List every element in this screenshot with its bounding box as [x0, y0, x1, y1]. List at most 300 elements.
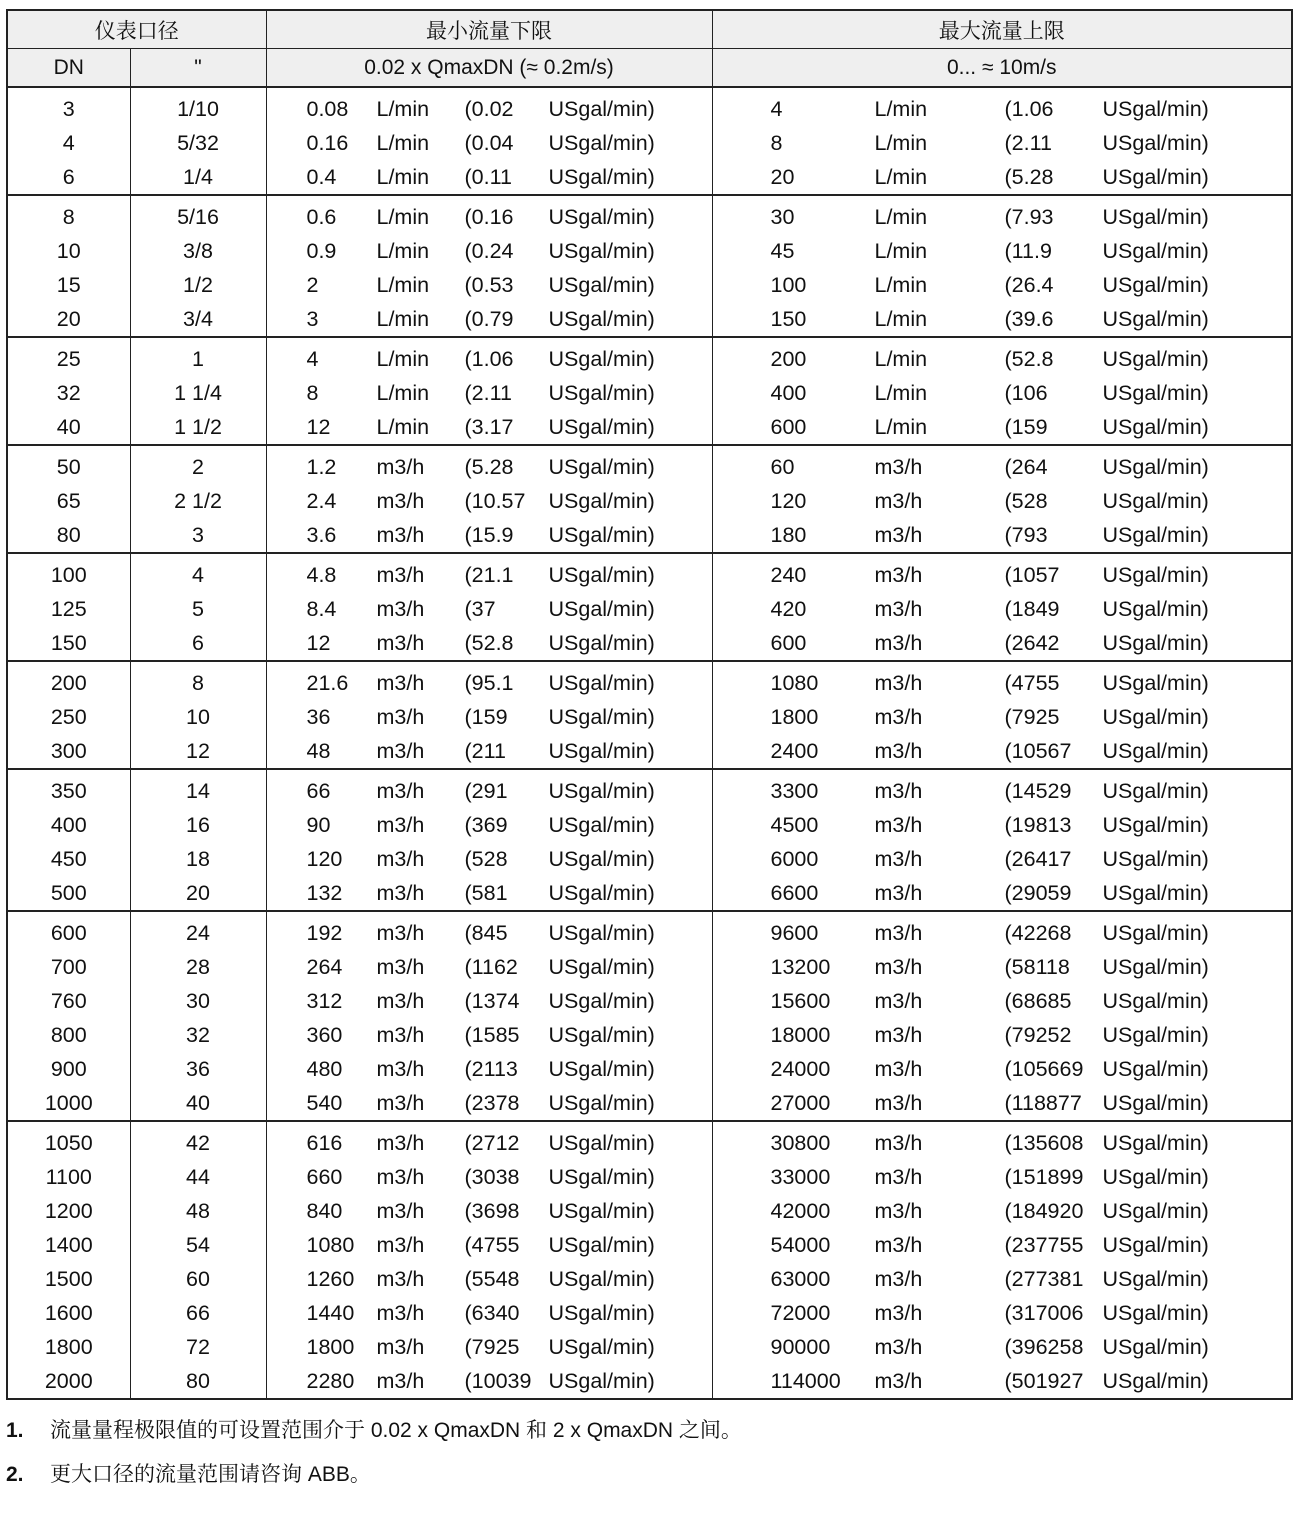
dn-value: 15 — [56, 273, 81, 297]
max-flow-value: 120 — [770, 489, 807, 513]
min-flow-unit: m3/h — [376, 739, 425, 763]
dn-value: 400 — [50, 813, 87, 837]
inch-cell — [130, 445, 266, 553]
inch-value: 16 — [186, 813, 210, 837]
max-flow-usgal-unit: USgal/min) — [1102, 955, 1209, 979]
max-flow-usgal-value: (793 — [1004, 523, 1048, 547]
max-flow-usgal-unit: USgal/min) — [1102, 739, 1209, 763]
inch-value: 44 — [186, 1165, 210, 1189]
min-flow-usgal-value: (3.17 — [464, 415, 514, 439]
min-flow-line — [267, 592, 712, 626]
max-flow-line — [713, 92, 1292, 126]
inch-value: 72 — [186, 1335, 210, 1359]
min-flow-value: 90 — [306, 813, 331, 837]
min-flow-unit: m3/h — [376, 631, 425, 655]
min-flow-usgal-unit: USgal/min) — [548, 1023, 655, 1047]
max-flow-value: 400 — [770, 381, 807, 405]
dn-value: 800 — [50, 1023, 87, 1047]
min-flow-line — [267, 774, 712, 808]
min-flow-usgal-value: (291 — [464, 779, 508, 803]
dn-value: 300 — [50, 739, 87, 763]
max-flow-usgal-value: (68685 — [1004, 989, 1072, 1013]
table-row — [7, 337, 1292, 445]
max-flow-usgal-value: (105669 — [1004, 1057, 1084, 1081]
min-flow-usgal-value: (15.9 — [464, 523, 514, 547]
max-flow-value: 24000 — [770, 1057, 831, 1081]
max-flow-usgal-value: (26.4 — [1004, 273, 1054, 297]
max-flow-unit: m3/h — [874, 631, 923, 655]
max-flow-line — [713, 558, 1292, 592]
max-flow-value: 180 — [770, 523, 807, 547]
min-flow-usgal-value: (5548 — [464, 1267, 520, 1291]
max-flow-usgal-value: (159 — [1004, 415, 1048, 439]
min-flow-unit: L/min — [376, 205, 430, 229]
min-flow-usgal-value: (2378 — [464, 1091, 520, 1115]
max-flow-line — [713, 450, 1292, 484]
max-flow-line — [713, 700, 1292, 734]
max-flow-usgal-unit: USgal/min) — [1102, 1233, 1209, 1257]
min-flow-unit: L/min — [376, 381, 430, 405]
min-flow-usgal-unit: USgal/min) — [548, 415, 655, 439]
max-flow-unit: L/min — [874, 273, 928, 297]
dn-value: 350 — [50, 779, 87, 803]
dn-value: 1800 — [44, 1335, 93, 1359]
max-flow-line — [713, 916, 1292, 950]
dn-cell — [7, 661, 130, 769]
max-flow-unit: m3/h — [874, 1091, 923, 1115]
inch-value: 30 — [186, 989, 210, 1013]
min-flow-line — [267, 984, 712, 1018]
min-flow-line — [267, 1364, 712, 1398]
min-flow-value: 4.8 — [306, 563, 337, 587]
min-flow-unit: m3/h — [376, 1369, 425, 1393]
min-flow-usgal-value: (10039 — [464, 1369, 532, 1393]
min-flow-value: 264 — [306, 955, 343, 979]
min-flow-cell — [266, 445, 712, 553]
inch-value: 24 — [186, 921, 210, 945]
inch-value: 48 — [186, 1199, 210, 1223]
header-max-flow: 最大流量上限 — [712, 10, 1292, 49]
min-flow-line — [267, 92, 712, 126]
inch-value: 8 — [192, 671, 204, 695]
max-flow-usgal-value: (14529 — [1004, 779, 1072, 803]
inch-value: 1/2 — [183, 273, 213, 297]
min-flow-cell — [266, 87, 712, 195]
min-flow-usgal-unit: USgal/min) — [548, 1165, 655, 1189]
max-flow-value: 30 — [770, 205, 795, 229]
max-flow-unit: m3/h — [874, 523, 923, 547]
min-flow-unit: m3/h — [376, 1091, 425, 1115]
max-flow-unit: m3/h — [874, 1369, 923, 1393]
inch-value: 4 — [192, 563, 204, 587]
max-flow-value: 1080 — [770, 671, 819, 695]
table-row — [7, 195, 1292, 337]
max-flow-usgal-value: (396258 — [1004, 1335, 1084, 1359]
max-flow-line — [713, 1228, 1292, 1262]
max-flow-line — [713, 950, 1292, 984]
min-flow-line — [267, 626, 712, 660]
min-flow-value: 2280 — [306, 1369, 355, 1393]
max-flow-unit: L/min — [874, 165, 928, 189]
dn-value: 32 — [56, 381, 81, 405]
max-flow-usgal-value: (52.8 — [1004, 347, 1054, 371]
min-flow-usgal-unit: USgal/min) — [548, 489, 655, 513]
max-flow-usgal-unit: USgal/min) — [1102, 1267, 1209, 1291]
table-row — [7, 87, 1292, 195]
min-flow-line — [267, 160, 712, 194]
dn-value: 3 — [62, 97, 75, 121]
min-flow-value: 660 — [306, 1165, 343, 1189]
min-flow-usgal-value: (2.11 — [464, 381, 512, 405]
min-flow-value: 66 — [306, 779, 331, 803]
min-flow-value: 8.4 — [306, 597, 337, 621]
dn-value: 25 — [56, 347, 81, 371]
max-flow-usgal-unit: USgal/min) — [1102, 705, 1209, 729]
min-flow-unit: m3/h — [376, 989, 425, 1013]
min-flow-line — [267, 842, 712, 876]
max-flow-unit: m3/h — [874, 847, 923, 871]
max-flow-value: 33000 — [770, 1165, 831, 1189]
max-flow-usgal-value: (5.28 — [1004, 165, 1054, 189]
min-flow-usgal-value: (95.1 — [464, 671, 514, 695]
dn-cell — [7, 769, 130, 911]
max-flow-usgal-value: (4755 — [1004, 671, 1060, 695]
min-flow-cell — [266, 1121, 712, 1399]
min-flow-value: 312 — [306, 989, 343, 1013]
min-flow-usgal-unit: USgal/min) — [548, 1091, 655, 1115]
inch-cell — [130, 195, 266, 337]
dn-cell — [7, 195, 130, 337]
min-flow-usgal-value: (1.06 — [464, 347, 514, 371]
min-flow-usgal-unit: USgal/min) — [548, 881, 655, 905]
max-flow-usgal-value: (118877 — [1004, 1091, 1082, 1115]
max-flow-cell — [712, 195, 1292, 337]
min-flow-value: 360 — [306, 1023, 343, 1047]
dn-value: 1200 — [44, 1199, 93, 1223]
max-flow-unit: m3/h — [874, 597, 923, 621]
inch-cell — [130, 87, 266, 195]
footnote-number: 1. — [6, 1419, 24, 1442]
min-flow-usgal-unit: USgal/min) — [548, 347, 655, 371]
inch-value: 5/32 — [177, 131, 219, 155]
max-flow-usgal-unit: USgal/min) — [1102, 1369, 1209, 1393]
max-flow-line — [713, 126, 1292, 160]
max-flow-usgal-unit: USgal/min) — [1102, 1165, 1209, 1189]
size-group — [7, 769, 1292, 911]
min-flow-line — [267, 916, 712, 950]
max-flow-line — [713, 1052, 1292, 1086]
size-group — [7, 661, 1292, 769]
min-flow-usgal-unit: USgal/min) — [548, 921, 655, 945]
min-flow-usgal-unit: USgal/min) — [548, 1267, 655, 1291]
inch-value: 2 1/2 — [174, 489, 222, 513]
dn-value: 900 — [50, 1057, 87, 1081]
max-flow-unit: m3/h — [874, 779, 923, 803]
inch-cell — [130, 337, 266, 445]
inch-value: 28 — [186, 955, 210, 979]
max-flow-line — [713, 1330, 1292, 1364]
dn-cell — [7, 337, 130, 445]
max-flow-unit: m3/h — [874, 1267, 923, 1291]
max-flow-usgal-unit: USgal/min) — [1102, 779, 1209, 803]
min-flow-value: 480 — [306, 1057, 343, 1081]
max-flow-line — [713, 376, 1292, 410]
min-flow-usgal-value: (10.57 — [464, 489, 526, 513]
min-flow-unit: m3/h — [376, 1199, 425, 1223]
max-flow-usgal-unit: USgal/min) — [1102, 307, 1209, 331]
max-flow-line — [713, 774, 1292, 808]
min-flow-usgal-value: (1162 — [464, 955, 518, 979]
header-meter-size: 仪表口径 — [7, 10, 266, 49]
max-flow-cell — [712, 445, 1292, 553]
max-flow-line — [713, 342, 1292, 376]
max-flow-usgal-unit: USgal/min) — [1102, 455, 1209, 479]
inch-value: 54 — [186, 1233, 210, 1257]
header-min-flow: 最小流量下限 — [266, 10, 712, 49]
max-flow-unit: L/min — [874, 381, 928, 405]
max-flow-unit: L/min — [874, 205, 928, 229]
min-flow-usgal-unit: USgal/min) — [548, 273, 655, 297]
min-flow-usgal-value: (1374 — [464, 989, 520, 1013]
min-flow-usgal-value: (0.53 — [464, 273, 514, 297]
dn-value: 1000 — [44, 1091, 93, 1115]
max-flow-line — [713, 302, 1292, 336]
max-flow-unit: m3/h — [874, 881, 923, 905]
max-flow-line — [713, 666, 1292, 700]
max-flow-usgal-value: (2.11 — [1004, 131, 1052, 155]
inch-cell — [130, 1121, 266, 1399]
max-flow-value: 90000 — [770, 1335, 831, 1359]
min-flow-unit: m3/h — [376, 779, 425, 803]
min-flow-unit: L/min — [376, 131, 430, 155]
max-flow-value: 200 — [770, 347, 807, 371]
max-flow-usgal-value: (26417 — [1004, 847, 1072, 871]
min-flow-unit: L/min — [376, 239, 430, 263]
min-flow-value: 3 — [306, 307, 319, 331]
min-flow-value: 616 — [306, 1131, 343, 1155]
max-flow-value: 2400 — [770, 739, 819, 763]
min-flow-value: 3.6 — [306, 523, 337, 547]
min-flow-usgal-value: (0.02 — [464, 97, 514, 121]
max-flow-usgal-value: (317006 — [1004, 1301, 1084, 1325]
flow-range-table — [6, 9, 1293, 1400]
min-flow-unit: m3/h — [376, 455, 425, 479]
min-flow-value: 1.2 — [306, 455, 337, 479]
max-flow-unit: m3/h — [874, 1301, 923, 1325]
inch-cell — [130, 769, 266, 911]
min-flow-value: 21.6 — [306, 671, 349, 695]
dn-value: 65 — [56, 489, 81, 513]
min-flow-unit: m3/h — [376, 881, 425, 905]
inch-value: 18 — [186, 847, 210, 871]
max-flow-usgal-unit: USgal/min) — [1102, 989, 1209, 1013]
max-flow-usgal-value: (277381 — [1004, 1267, 1084, 1291]
min-flow-line — [267, 558, 712, 592]
max-flow-line — [713, 268, 1292, 302]
min-flow-value: 36 — [306, 705, 331, 729]
min-flow-unit: m3/h — [376, 671, 425, 695]
min-flow-usgal-unit: USgal/min) — [548, 97, 655, 121]
size-group — [7, 553, 1292, 661]
min-flow-usgal-value: (2712 — [464, 1131, 520, 1155]
max-flow-value: 13200 — [770, 955, 831, 979]
dn-cell — [7, 1121, 130, 1399]
min-flow-line — [267, 484, 712, 518]
max-flow-value: 42000 — [770, 1199, 831, 1223]
max-flow-cell — [712, 337, 1292, 445]
max-flow-line — [713, 484, 1292, 518]
dn-value: 1600 — [44, 1301, 93, 1325]
min-flow-unit: m3/h — [376, 1131, 425, 1155]
max-flow-usgal-value: (528 — [1004, 489, 1048, 513]
min-flow-unit: m3/h — [376, 1233, 425, 1257]
dn-cell — [7, 911, 130, 1121]
min-flow-value: 2 — [306, 273, 319, 297]
min-flow-usgal-unit: USgal/min) — [548, 131, 655, 155]
min-flow-usgal-unit: USgal/min) — [548, 381, 655, 405]
max-flow-usgal-value: (501927 — [1004, 1369, 1084, 1393]
min-flow-value: 12 — [306, 415, 331, 439]
dn-value: 50 — [56, 455, 81, 479]
max-flow-cell — [712, 769, 1292, 911]
max-flow-line — [713, 1086, 1292, 1120]
max-flow-unit: m3/h — [874, 1023, 923, 1047]
min-flow-usgal-unit: USgal/min) — [548, 205, 655, 229]
min-flow-usgal-value: (0.04 — [464, 131, 514, 155]
max-flow-value: 600 — [770, 631, 807, 655]
min-flow-unit: L/min — [376, 307, 430, 331]
min-flow-unit: m3/h — [376, 921, 425, 945]
min-flow-usgal-value: (6340 — [464, 1301, 520, 1325]
min-flow-usgal-unit: USgal/min) — [548, 1369, 655, 1393]
min-flow-usgal-unit: USgal/min) — [548, 847, 655, 871]
min-flow-line — [267, 1228, 712, 1262]
max-flow-usgal-unit: USgal/min) — [1102, 381, 1209, 405]
max-flow-line — [713, 1364, 1292, 1398]
max-flow-usgal-value: (79252 — [1004, 1023, 1072, 1047]
max-flow-line — [713, 1194, 1292, 1228]
inch-value: 3/4 — [183, 307, 213, 331]
footnote-number: 2. — [6, 1463, 24, 1486]
dn-value: 80 — [56, 523, 81, 547]
max-flow-usgal-value: (1.06 — [1004, 97, 1054, 121]
max-flow-usgal-value: (7925 — [1004, 705, 1060, 729]
size-group — [7, 337, 1292, 445]
min-flow-value: 840 — [306, 1199, 343, 1223]
min-flow-usgal-value: (159 — [464, 705, 508, 729]
max-flow-line — [713, 1160, 1292, 1194]
inch-value: 20 — [186, 881, 210, 905]
min-flow-value: 8 — [306, 381, 319, 405]
dn-value: 1500 — [44, 1267, 93, 1291]
min-flow-value: 1080 — [306, 1233, 355, 1257]
min-flow-usgal-unit: USgal/min) — [548, 779, 655, 803]
max-flow-line — [713, 592, 1292, 626]
max-flow-usgal-value: (184920 — [1004, 1199, 1084, 1223]
min-flow-unit: m3/h — [376, 813, 425, 837]
min-flow-line — [267, 876, 712, 910]
min-flow-usgal-value: (0.16 — [464, 205, 514, 229]
min-flow-unit: m3/h — [376, 1057, 425, 1081]
max-flow-usgal-value: (29059 — [1004, 881, 1072, 905]
max-flow-line — [713, 160, 1292, 194]
min-flow-usgal-unit: USgal/min) — [548, 739, 655, 763]
min-flow-value: 192 — [306, 921, 343, 945]
min-flow-usgal-unit: USgal/min) — [548, 1233, 655, 1257]
max-flow-line — [713, 1126, 1292, 1160]
max-flow-value: 420 — [770, 597, 807, 621]
max-flow-value: 45 — [770, 239, 795, 263]
dn-value: 250 — [50, 705, 87, 729]
min-flow-value: 0.4 — [306, 165, 337, 189]
max-flow-unit: m3/h — [874, 563, 923, 587]
max-flow-value: 4 — [770, 97, 783, 121]
size-group — [7, 911, 1292, 1121]
min-flow-usgal-value: (4755 — [464, 1233, 520, 1257]
max-flow-unit: m3/h — [874, 455, 923, 479]
max-flow-value: 600 — [770, 415, 807, 439]
min-flow-usgal-value: (37 — [464, 597, 496, 621]
min-flow-cell — [266, 769, 712, 911]
min-flow-line — [267, 376, 712, 410]
inch-value: 32 — [186, 1023, 210, 1047]
max-flow-usgal-unit: USgal/min) — [1102, 239, 1209, 263]
min-flow-usgal-value: (369 — [464, 813, 508, 837]
min-flow-unit: m3/h — [376, 705, 425, 729]
inch-value: 12 — [186, 739, 210, 763]
min-flow-usgal-value: (21.1 — [464, 563, 514, 587]
max-flow-value: 114000 — [770, 1369, 841, 1393]
dn-value: 10 — [56, 239, 81, 263]
min-flow-line — [267, 450, 712, 484]
table-row — [7, 911, 1292, 1121]
max-flow-usgal-value: (19813 — [1004, 813, 1072, 837]
inch-value: 1 1/2 — [174, 415, 222, 439]
min-flow-line — [267, 808, 712, 842]
max-flow-usgal-value: (10567 — [1004, 739, 1072, 763]
max-flow-value: 8 — [770, 131, 783, 155]
max-flow-usgal-unit: USgal/min) — [1102, 563, 1209, 587]
max-flow-usgal-unit: USgal/min) — [1102, 597, 1209, 621]
min-flow-line — [267, 126, 712, 160]
max-flow-usgal-value: (42268 — [1004, 921, 1072, 945]
max-flow-unit: m3/h — [874, 1233, 923, 1257]
min-flow-usgal-value: (3698 — [464, 1199, 520, 1223]
max-flow-value: 4500 — [770, 813, 819, 837]
dn-cell — [7, 445, 130, 553]
min-flow-unit: m3/h — [376, 597, 425, 621]
min-flow-line — [267, 302, 712, 336]
min-flow-line — [267, 1160, 712, 1194]
min-flow-value: 120 — [306, 847, 343, 871]
max-flow-usgal-value: (135608 — [1004, 1131, 1084, 1155]
max-flow-value: 20 — [770, 165, 795, 189]
min-flow-usgal-value: (5.28 — [464, 455, 514, 479]
inch-value: 1/4 — [183, 165, 213, 189]
min-flow-unit: m3/h — [376, 1023, 425, 1047]
min-flow-usgal-unit: USgal/min) — [548, 597, 655, 621]
inch-value: 42 — [186, 1131, 210, 1155]
max-flow-usgal-value: (106 — [1004, 381, 1048, 405]
min-flow-unit: m3/h — [376, 563, 425, 587]
inch-cell — [130, 911, 266, 1121]
dn-cell — [7, 553, 130, 661]
max-flow-value: 3300 — [770, 779, 819, 803]
min-flow-usgal-value: (1585 — [464, 1023, 520, 1047]
max-flow-unit: L/min — [874, 415, 928, 439]
min-flow-usgal-unit: USgal/min) — [548, 1057, 655, 1081]
max-flow-usgal-unit: USgal/min) — [1102, 1301, 1209, 1325]
